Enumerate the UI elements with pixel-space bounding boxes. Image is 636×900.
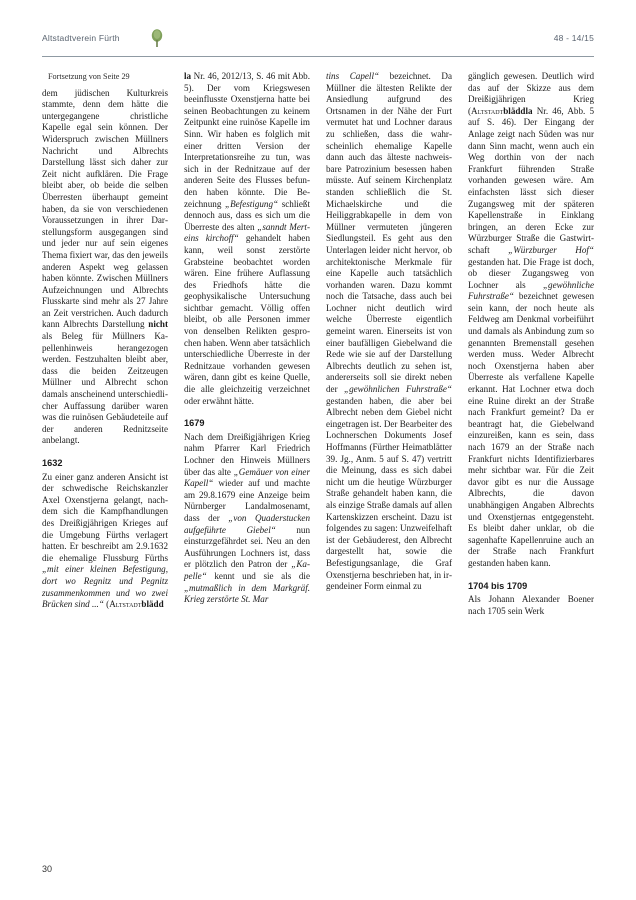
page-header [42,30,594,57]
paragraph: la Nr. 46, 2012/13, S. 46 mit Abb. 5). Der vom Kriegswesen beeinflusste Oxenstjerna hatte bei seinen Beobachtungen zu keinem Zeitpunkt eine ruinöse Kapelle im Sinn. Wir haben es folglich mit einer dritten Version der Interpretationsreihe zu tun, was sich in der Rednitzaue auf der anderen Seite des Flusses befunden haben könnte. Die Bezeichnung „Befestigung“ schließt dennoch aus, dass es sich um die Überreste des alten „sanndt Merteins kirchoff“ gehandelt haben kann, weil sonst zerstörte Grabsteine beobachtet worden wären. Eine frühere Auflassung des Friedhofs hätte die geophysikalische Untersuchung sichtbar gemacht. Völlig offen bleibt, ob alle Personen immer von denselben Relikten gesprochen haben. Wenn aber tatsächlich unterschiedliche Überreste in der Rednitzaue vorhanden gewesen wären, dann gibt es keine Quelle, die alle gleichzeitig verzeichnet oder erwähnt hätte. [184,71,310,406]
column-2 [184,71,310,861]
section-heading-1679: 1679 [184,418,205,429]
paragraph: gänglich gewesen. Deutlich wird das auf der Skizze aus dem Dreißigjährigen Krieg (Altstadtbläddla Nr. 46, Abb. 5 auf S. 46). Der Eingang der Anlage zeigt nach Süden was nur dann Sinn macht, wenn auch ein Weg dorthin von der nach Frankfurt führenden Straße vorhanden gewesen wäre. Am einfachsten lässt sich dieser Zugangsweg mit der späteren Kapellenstraße in Einklang bringen, an deren Ecke zur Würzburger Straße die Gastwirtschaft „Würzburger Hof“ gestanden hat. Die Frage ist doch, ob dieser Zugangsweg von Lochner als „gewöhnliche Fuhrstraße“ bezeichnet gewesen sein kann, der noch heute als Feldweg am Denkmal vorbeiführt und damals als Anbindung zum so genannten Bremenstall gesehen werden muss. Weder Albrecht noch Oxenstjerna haben aber Überreste als verfallene Kapelle erkannt. Hat Lochner etwa doch eine Ruine direkt an der Straße nach Frankfurt gemeint? Da er beantragt hat, die Giebelwand einzureißen, kann es sein, dass nach 1679 an der Straße nach Frankfurt nichts Identifizierbares mehr sichtbar war. Für die Zeit davor gibt es nur die Aussage Albrechts, die davon unabhängigen Angaben Albrechts und Oxenstjernas entgegensteht. Es bleibt daher unklar, ob die sagenhafte Kapellenruine auch an der Straße nach Frankfurt gestanden haben kann. [468,71,594,568]
column-4 [468,71,594,861]
article-columns [42,71,594,861]
header-issue-number: 48 - 14/15 [553,33,594,43]
paragraph: Nach dem Dreißigjährigen Krieg nahm Pfarrer Karl Friedrich Lochner den Hinweis Müllners über das alte „Gemäuer von einer Kapell“ wieder auf und machte am 29.8.1679 eine Anzeige beim Nürnberger Landalmosenamt, dass der „von Quaderstucken aufgeführte Giebel“ nun einsturzgefährdet sei. Neu an den Ausführungen Lochners ist, dass er plötzlich den Patron der „Kapelle“ kennt und sie als die „mutmaßlich in dem Markgräf. Krieg zerstörte St. Mar [184,431,310,605]
paragraph: tins Capell“ bezeichnet. Da Müllner die ältesten Relikte der Ansiedlung aufgrund des Ortsnamen in der Nähe der Furt vermutet hat und Lochner daraus zu schließen, dass die wahrscheinlich ehemalige Kapelle dann auch das älteste nachweisbare Patrozinium besessen haben müsste. Auf seinem Kirchenplatz standen schließlich die St. Michaelskirche und die Heiliggrabkapelle in dem von Müllner vermuteten jüngeren Siedlungsteil. Es geht aus den Unterlagen leider nicht hervor, ob architektonische Merkmale für eine Kapelle auch tatsächlich vorhanden waren. Dazu kommt noch die Tatsache, dass auch bei Lochner nicht deutlich wird welche Überreste eigentlich gemeint waren. Einerseits ist von einer baufälligen Giebelwand die Rede wie sie auf der Darstellung Albrechts deutlich zu sehen ist, andererseits soll sie direkt neben der „gewöhnlichen Fuhrstraße“ gestanden haben, die aber bei Albrecht neben dem Giebel nicht eingetragen ist. Der Bearbeiter des Lochnerschen Dokuments Josef Hoffmanns (Fürther Heimatblätter 39. Jg., Anm. 5 auf S. 47) vertritt die Meinung, dass es sich dabei nicht um die heutige Würzburger Straße gehandelt haben kann, die als einzige Straße damals auf allen Kartenskizzen erscheint. Dazu ist folgendes zu sagen: Unzweifelhaft ist der Gebäuderest, den Albrecht dargestellt hat, sowie die Befestigungsanlage, die Graf Oxenstjerna beschrieben hat, in irgendeiner Form einmal zu [326,71,452,592]
page-number: 30 [42,864,53,874]
continuation-note: Fortsetzung von Seite 29 [48,72,130,81]
section-heading-1632: 1632 [42,458,63,468]
paragraph: Zu einer ganz anderen Ansicht ist der schwedische Reichskanzler Axel Oxenstjerna gelangt, nachdem sich die Kampfhandlungen des Dreißigjährigen Krieges auf die Umgebung Fürths verlagert hatten. Er beschreibt am 2.9.1632 die ehemalige Flussburg Fürths „mit einer kleinen Befestigung, dort wo Regnitz und Pegnitz zusammenkommen und wo zwei Brücken sind ...“ (Altstadtblädd [42,471,168,610]
header-publication-title: Altstadtverein Fürth [42,33,120,43]
column-3 [326,71,452,861]
paragraph: Als Johann Alexander Boener nach 1705 sein Werk [468,594,594,616]
paragraph: dem jüdischen Kulturkreis stammte, denn dem hätte die untergegangene christliche Kapelle egal sein können. Der Widerspruch zwischen Müllners Nachricht und Albrechts Darstellung lässt sich daher zur Zeit nicht aufklären. Die Frage bleibt aber, ob beide die selben Überresten überhaupt gemeint haben, da sie von verschiedenen Voraussetzungen in ihrer Darstellungsform ausgegangen sind und jeder nur auf sein eigenes Thema fixiert war, das den jeweils anderen Aspekt weg gelassen haben könnte. Zwischen Müllners Aufzeichnungen und Albrechts Flusskarte sind mehr als 27 Jahre an Zeit verstrichen. Auch dadurch kann Albrechts Darstellung nicht als Beleg für Müllners Kapellenhinweis herangezogen werden. Festzuhalten bleibt aber, dass die beiden Zeitzeugen Müllner und Albrecht schon damals anscheinend unterschiedlicher Auffassung darüber waren was die ruinösen Gebäudeteile auf der anderen Rednitzseite anbelangt. [42,87,168,446]
column-1 [42,71,168,861]
tree-logo-icon [150,28,164,48]
section-heading-1704-1709: 1704 bis 1709 [468,580,528,591]
